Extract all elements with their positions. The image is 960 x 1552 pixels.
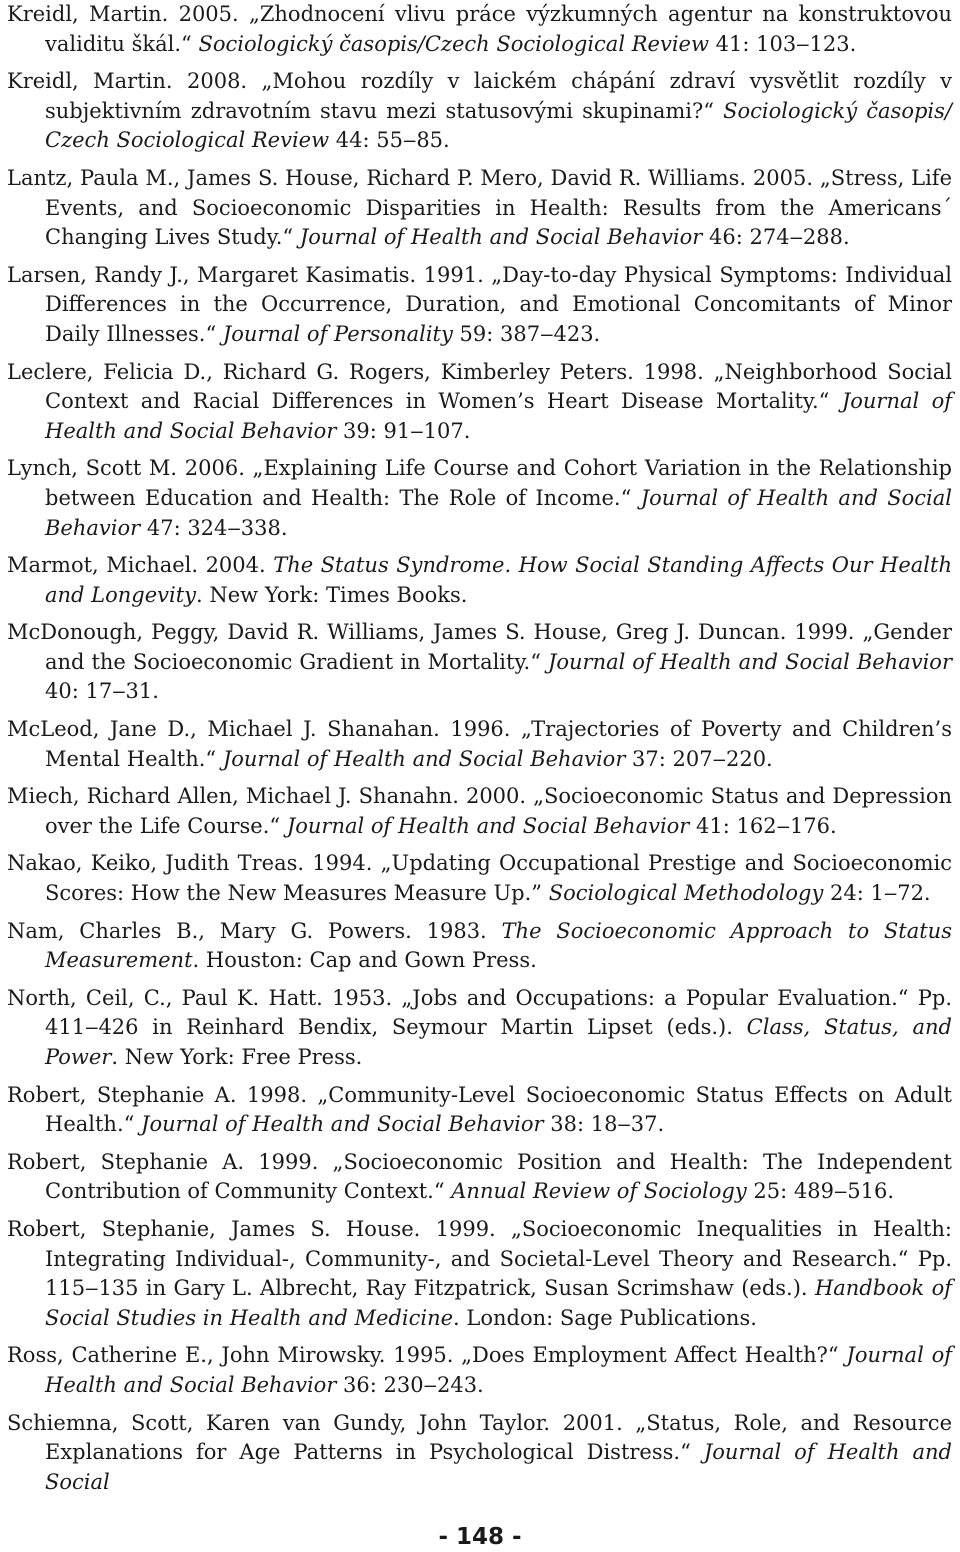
reference-text: McDonough, Peggy, David R. Williams, James S. House, Greg J. Duncan. 1999. „Gender and the Socioeconomic Gradient in Mortality.“ (7, 620, 952, 674)
reference-text: Kreidl, Martin. 2005. „Zhodnocení vlivu práce výzkumných agentur na konstruktovou validitu škál.“ (7, 2, 952, 56)
reference-text: Lynch, Scott M. 2006. „Explaining Life Course and Cohort Variation in the Relationship between Education and Health: The Role of Income.“ (7, 456, 952, 510)
reference-entry (7, 849, 952, 908)
reference-text: 36: 230‒243. (336, 1372, 484, 1397)
reference-entry (7, 0, 952, 59)
reference-entry (7, 917, 952, 976)
reference-entry (7, 715, 952, 774)
reference-entry (7, 618, 952, 707)
reference-title-italic: Journal of Health and Social Behavior (222, 746, 626, 771)
reference-text: Robert, Stephanie A. 1998. „Community-Level Socioeconomic Status Effects on Adult Health.“ (7, 1082, 952, 1137)
reference-list (7, 0, 952, 1505)
reference-entry (7, 1409, 952, 1498)
reference-text: Larsen, Randy J., Margaret Kasimatis. 1991. „Day-to-day Physical Symptoms: Individual Differences in the Occurrence, Duration, and Emotional Concomitants of Minor Daily Illnesses.“ (7, 262, 952, 346)
reference-entry (7, 1081, 952, 1140)
reference-title-italic: Sociological Methodology (548, 881, 824, 906)
reference-text: North, Ceil, C., Paul K. Hatt. 1953. „Jobs and Occupations: a Popular Evaluation.“ Pp. 411‒426 in Reinhard Bendix, Seymour Martin Lipset (eds.). (7, 985, 952, 1040)
reference-title-italic: Journal of Health and Social Behavior (45, 485, 952, 540)
reference-text: 24: 1‒72. (823, 881, 931, 906)
reference-text: Ross, Catherine E., John Mirowsky. 1995. „Does Employment Affect Health?“ (7, 1343, 847, 1368)
reference-entry (7, 454, 952, 543)
reference-text: 59: 387‒423. (452, 321, 601, 346)
reference-title-italic: Journal of Health and Social Behavior (547, 649, 952, 674)
reference-entry (7, 164, 952, 253)
reference-title-italic: Journal of Health and Social Behavior (299, 225, 703, 250)
reference-title-italic: Annual Review of Sociology (451, 1179, 747, 1204)
reference-text: Leclere, Felicia D., Richard G. Rogers, Kimberley Peters. 1998. „Neighborhood Social Context and Racial Differences in Women’s Heart Disease Mortality.“ (7, 359, 952, 414)
reference-text: Nam, Charles B., Mary G. Powers. 1983. (7, 918, 502, 943)
reference-title-italic: Journal of Health and Social (45, 1440, 952, 1494)
reference-text: 46: 274‒288. (702, 225, 850, 250)
reference-title-italic: Journal of Health and Social Behavior (45, 1343, 953, 1397)
reference-text: . Houston: Cap and Gown Press. (192, 948, 537, 973)
reference-text: Schiemna, Scott, Karen van Gundy, John Taylor. 2001. „Status, Role, and Resource Explanations for Age Patterns in Psychological Distress.“ (7, 1410, 952, 1465)
reference-title-italic: Journal of Personality (222, 321, 453, 346)
reference-entry (7, 1215, 952, 1333)
reference-entry (7, 1148, 952, 1207)
reference-title-italic: Sociologický časopis/ Czech Sociological Review (45, 98, 952, 153)
reference-text: Nakao, Keiko, Judith Treas. 1994. „Updating Occupational Prestige and Socioeconomic Scores: How the New Measures Measure Up.” (7, 851, 952, 906)
reference-title-italic: Sociologický časopis/Czech Sociological Review (198, 31, 709, 56)
reference-text: 44: 55‒85. (329, 128, 450, 153)
reference-text: Marmot, Michael. 2004. (7, 553, 274, 578)
reference-entry (7, 358, 952, 447)
reference-title-italic: The Socioeconomic Approach to Status Measurement (45, 918, 952, 973)
reference-text: 39: 91‒107. (336, 418, 471, 443)
reference-text: 25: 489‒516. (746, 1179, 895, 1204)
reference-text: 40: 17‒31. (45, 679, 159, 704)
reference-entry (7, 67, 952, 156)
reference-entry (7, 261, 952, 350)
reference-title-italic: Handbook of Social Studies in Health and Medicine (45, 1276, 952, 1330)
reference-text: Robert, Stephanie, James S. House. 1999. „Socioeconomic Inequalities in Health: Integrating Individual-, Community-, and Societal-Level Theory and Research.“ Pp. 115‒135 in Gary L. Albrecht, Ray Fitzpatrick, Susan Scrimshaw (eds.). (7, 1216, 952, 1301)
reference-text: 41: 103‒123. (708, 31, 857, 56)
reference-text: . New York: Free Press. (111, 1045, 363, 1069)
reference-text: . New York: Times Books. (196, 582, 468, 607)
reference-text: 38: 18‒37. (543, 1112, 665, 1137)
reference-text: Kreidl, Martin. 2008. „Mohou rozdíly v laickém chápání zdraví vysvětlit rozdíly v subjektivním zdravotním stavu mezi statusovými skupinami?“ (7, 69, 952, 123)
reference-title-italic: Class, Status, and Power (45, 1015, 952, 1069)
reference-text: Robert, Stephanie A. 1999. „Socioeconomic Position and Health: The Independent Contribution of Community Context.“ (7, 1149, 952, 1204)
reference-text: 41: 162‒176. (689, 813, 837, 838)
reference-text: 37: 207‒220. (625, 746, 773, 771)
reference-entry (7, 1341, 952, 1400)
reference-text: McLeod, Jane D., Michael J. Shanahan. 1996. „Trajectories of Poverty and Children’s Mental Health.“ (7, 717, 952, 771)
reference-entry (7, 551, 952, 610)
reference-title-italic: Journal of Health and Social Behavior (286, 813, 690, 838)
reference-text: 47: 324‒338. (140, 515, 288, 540)
reference-text: Miech, Richard Allen, Michael J. Shanahn. 2000. „Socioeconomic Status and Depression over the Life Course.“ (7, 784, 952, 838)
reference-text: . London: Sage Publications. (453, 1305, 757, 1330)
reference-text: Lantz, Paula M., James S. House, Richard P. Mero, David R. Williams. 2005. „Stress, Life Events, and Socioeconomic Disparities in Health: Results from the Americans´ Changing Lives Study.“ (7, 165, 952, 250)
reference-title-italic: Journal of Health and Social Behavior (141, 1112, 544, 1137)
reference-entry (7, 782, 952, 841)
reference-title-italic: Journal of Health and Social Behavior (45, 389, 952, 443)
page-number: - 148 - (438, 1524, 522, 1550)
reference-title-italic: The Status Syndrome. How Social Standing Affects Our Health and Longevity (45, 553, 952, 607)
reference-entry (7, 984, 952, 1073)
